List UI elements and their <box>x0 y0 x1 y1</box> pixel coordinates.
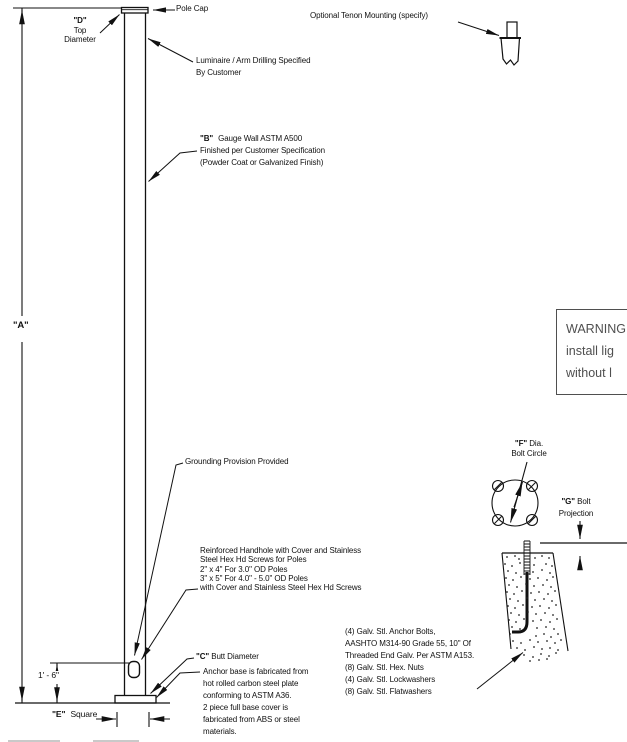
warning-line: WARNING <box>566 322 626 336</box>
dimension-a <box>13 8 121 703</box>
anchor-bolts-leader <box>477 653 523 690</box>
top-diameter-label: "D" Top Diameter <box>64 16 96 44</box>
concrete-stipple <box>505 556 561 661</box>
tenon-mounting-label: Optional Tenon Mounting (specify) <box>310 11 428 20</box>
concrete-right-edge <box>553 553 568 651</box>
pole-cap-label: Pole Cap <box>176 4 209 13</box>
tenon-detail <box>500 22 522 65</box>
anchor-j-bolt <box>512 572 527 632</box>
luminaire-leader <box>148 39 193 63</box>
dimension-e-square <box>96 712 170 727</box>
bolt-circle-label: "F" Dia. Bolt Circle <box>511 439 547 458</box>
foundation-detail <box>502 521 627 661</box>
grounding-leader <box>135 463 184 656</box>
anchor-base-leader <box>157 672 201 698</box>
handhole <box>129 662 140 678</box>
bolt-projection-label: "G" Bolt Projection <box>558 497 594 518</box>
gauge-wall-leader <box>149 151 198 182</box>
base-height-label: 1' - 6" <box>38 670 59 680</box>
dimension-base-height <box>50 663 129 703</box>
bolt-thread <box>524 541 530 575</box>
top-diameter-leader <box>100 15 120 34</box>
tenon-leader <box>458 22 499 36</box>
warning-line: install lig <box>566 344 614 358</box>
butt-diameter-label: "C" Butt Diameter <box>196 652 259 661</box>
butt-diameter-leader <box>151 658 195 694</box>
anchor-bolts-label: (4) Galv. Stl. Anchor Bolts, AASHTO M314-90 Grade 55, 10" Of Threaded End Galv. Per ASTM A153. (8) Galv. Stl. Hex. Nuts (4) Galv. Stl. Lockwashers (8) Galv. Stl. Flatwashers <box>345 627 475 696</box>
shaft-height-label: "A" <box>13 320 29 331</box>
warning-line: without l <box>566 366 612 380</box>
warning-box <box>556 309 627 395</box>
base-plate <box>115 696 156 704</box>
grounding-label: Grounding Provision Provided <box>185 457 289 466</box>
handhole-leader <box>142 589 199 660</box>
bolt-circle-detail <box>492 462 538 526</box>
luminaire-drilling-label: Luminaire / Arm Drilling Specified By Customer <box>196 56 311 77</box>
gauge-wall-label: "B" Gauge Wall ASTM A500 Finished per Customer Specification (Powder Coat or Galvanized Finish) <box>200 134 326 167</box>
anchor-base-label: Anchor base is fabricated from hot rolled carbon steel plate conforming to ASTM A36. 2 piece full base cover is fabricated from ABS or steel materials. <box>203 667 309 736</box>
handhole-label: Reinforced Handhole with Cover and Stainless Steel Hex Hd Screws for Poles 2" x 4" For 3.0" OD Poles 3" x 5" For 4.0" - 5.0" OD Poles with Cover and Stainless Steel Hex Hd Screws <box>200 546 362 593</box>
e-square-label: "E" Square <box>52 709 98 719</box>
